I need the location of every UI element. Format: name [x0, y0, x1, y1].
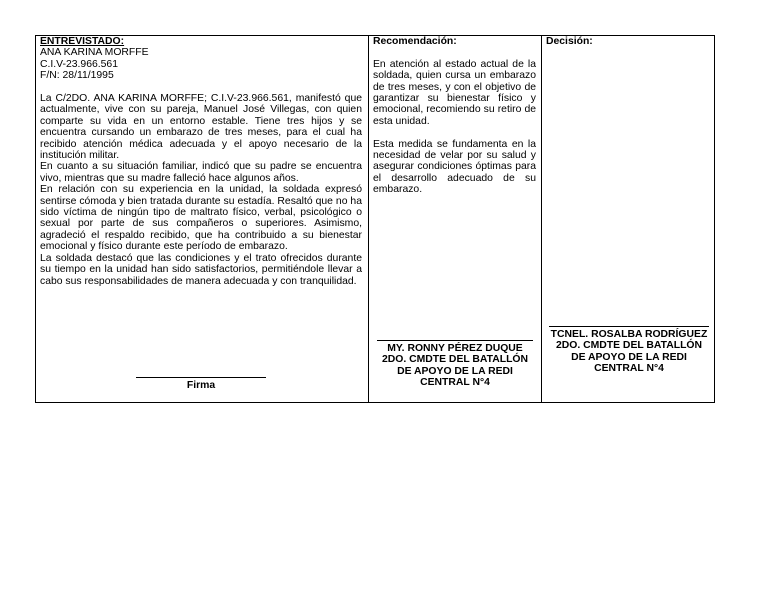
signatory-title: 2DO. CMDTE DEL BATALLÓN: [555, 340, 703, 352]
interviewee-name: ANA KARINA MORFFE: [40, 47, 149, 59]
signatory-name: TCNEL. ROSALBA RODRÍGUEZ: [550, 329, 708, 340]
signatory-title: 2DO. CMDTE DEL BATALLÓN: [381, 354, 529, 366]
recommendation-header: Recomendación:: [373, 36, 457, 47]
signatory-title: DE APOYO DE LA REDI: [397, 365, 513, 377]
interviewee-signature: [136, 377, 266, 391]
signatory-title: DE APOYO DE LA REDI: [571, 351, 687, 363]
decision-column: [542, 36, 714, 402]
interview-paragraph: En relación con su experiencia en la unidad, la soldada expresó sentirse cómoda y bien tratada durante su estadía. Resaltó que no ha sido víctima de ningún tipo de maltrato físico, verbal, psicológico o sexual por parte de sus compañeros o superiores. Asimismo, agradeció el respaldo recibido, que ha contribuido a su bienestar emocional y físico durante este período de embarazo.: [40, 184, 362, 253]
decision-signature: [544, 326, 714, 375]
interview-paragraph: La soldada destacó que las condiciones y el trato ofrecidos durante su tiempo en la unidad han sido satisfactorios, permitiéndole llevar a cabo sus responsabilidades de manera adecuada y con tranquilidad.: [40, 252, 362, 287]
interview-paragraph: En cuanto a su situación familiar, indicó que su padre se encuentra vivo, mientras que su madre falleció hace algunos años.: [40, 161, 362, 184]
recommendation-paragraph: En atención al estado actual de la soldada, quien cursa un embarazo de tres meses, y con el objetivo de garantizar su bienestar físico y emocional, recomiendo su retiro de esta unidad.: [373, 58, 536, 127]
interview-paragraph: La C/2DO. ANA KARINA MORFFE; C.I.V-23.966.561, manifestó que actualmente, vive con su pareja, Manuel José Villegas, con quien comparte su vida en un entorno estable. Tiene tres hijos y se encuentra cursando un embarazo de tres meses, para el cual ha recibido atención médica adecuada y el apoyo necesario de la institución militar.: [40, 93, 362, 162]
signature-label: Firma: [186, 380, 216, 391]
signatory-title: CENTRAL N°4: [420, 377, 490, 389]
signature-line: [377, 340, 533, 341]
signatory-title: CENTRAL N°4: [594, 363, 664, 375]
interview-table: [35, 35, 715, 403]
recommendation-paragraph: Esta medida se fundamenta en la necesidad de velar por su salud y asegurar condiciones óptimas para el desarrollo adecuado de su embarazo.: [373, 138, 536, 196]
decision-header: Decisión:: [546, 36, 593, 47]
signature-line: [136, 377, 266, 378]
interviewee-civ: C.I.V-23.966.561: [40, 58, 118, 70]
signature-line: [549, 326, 709, 327]
interviewee-column: [36, 36, 369, 402]
interviewee-header: ENTREVISTADO:: [40, 36, 125, 47]
recommendation-column: [369, 36, 542, 402]
signatory-name: MY. RONNY PÉREZ DUQUE: [387, 343, 523, 354]
interviewee-birthdate: F/N: 28/11/1995: [40, 70, 114, 82]
recommendation-signature: [371, 340, 539, 389]
